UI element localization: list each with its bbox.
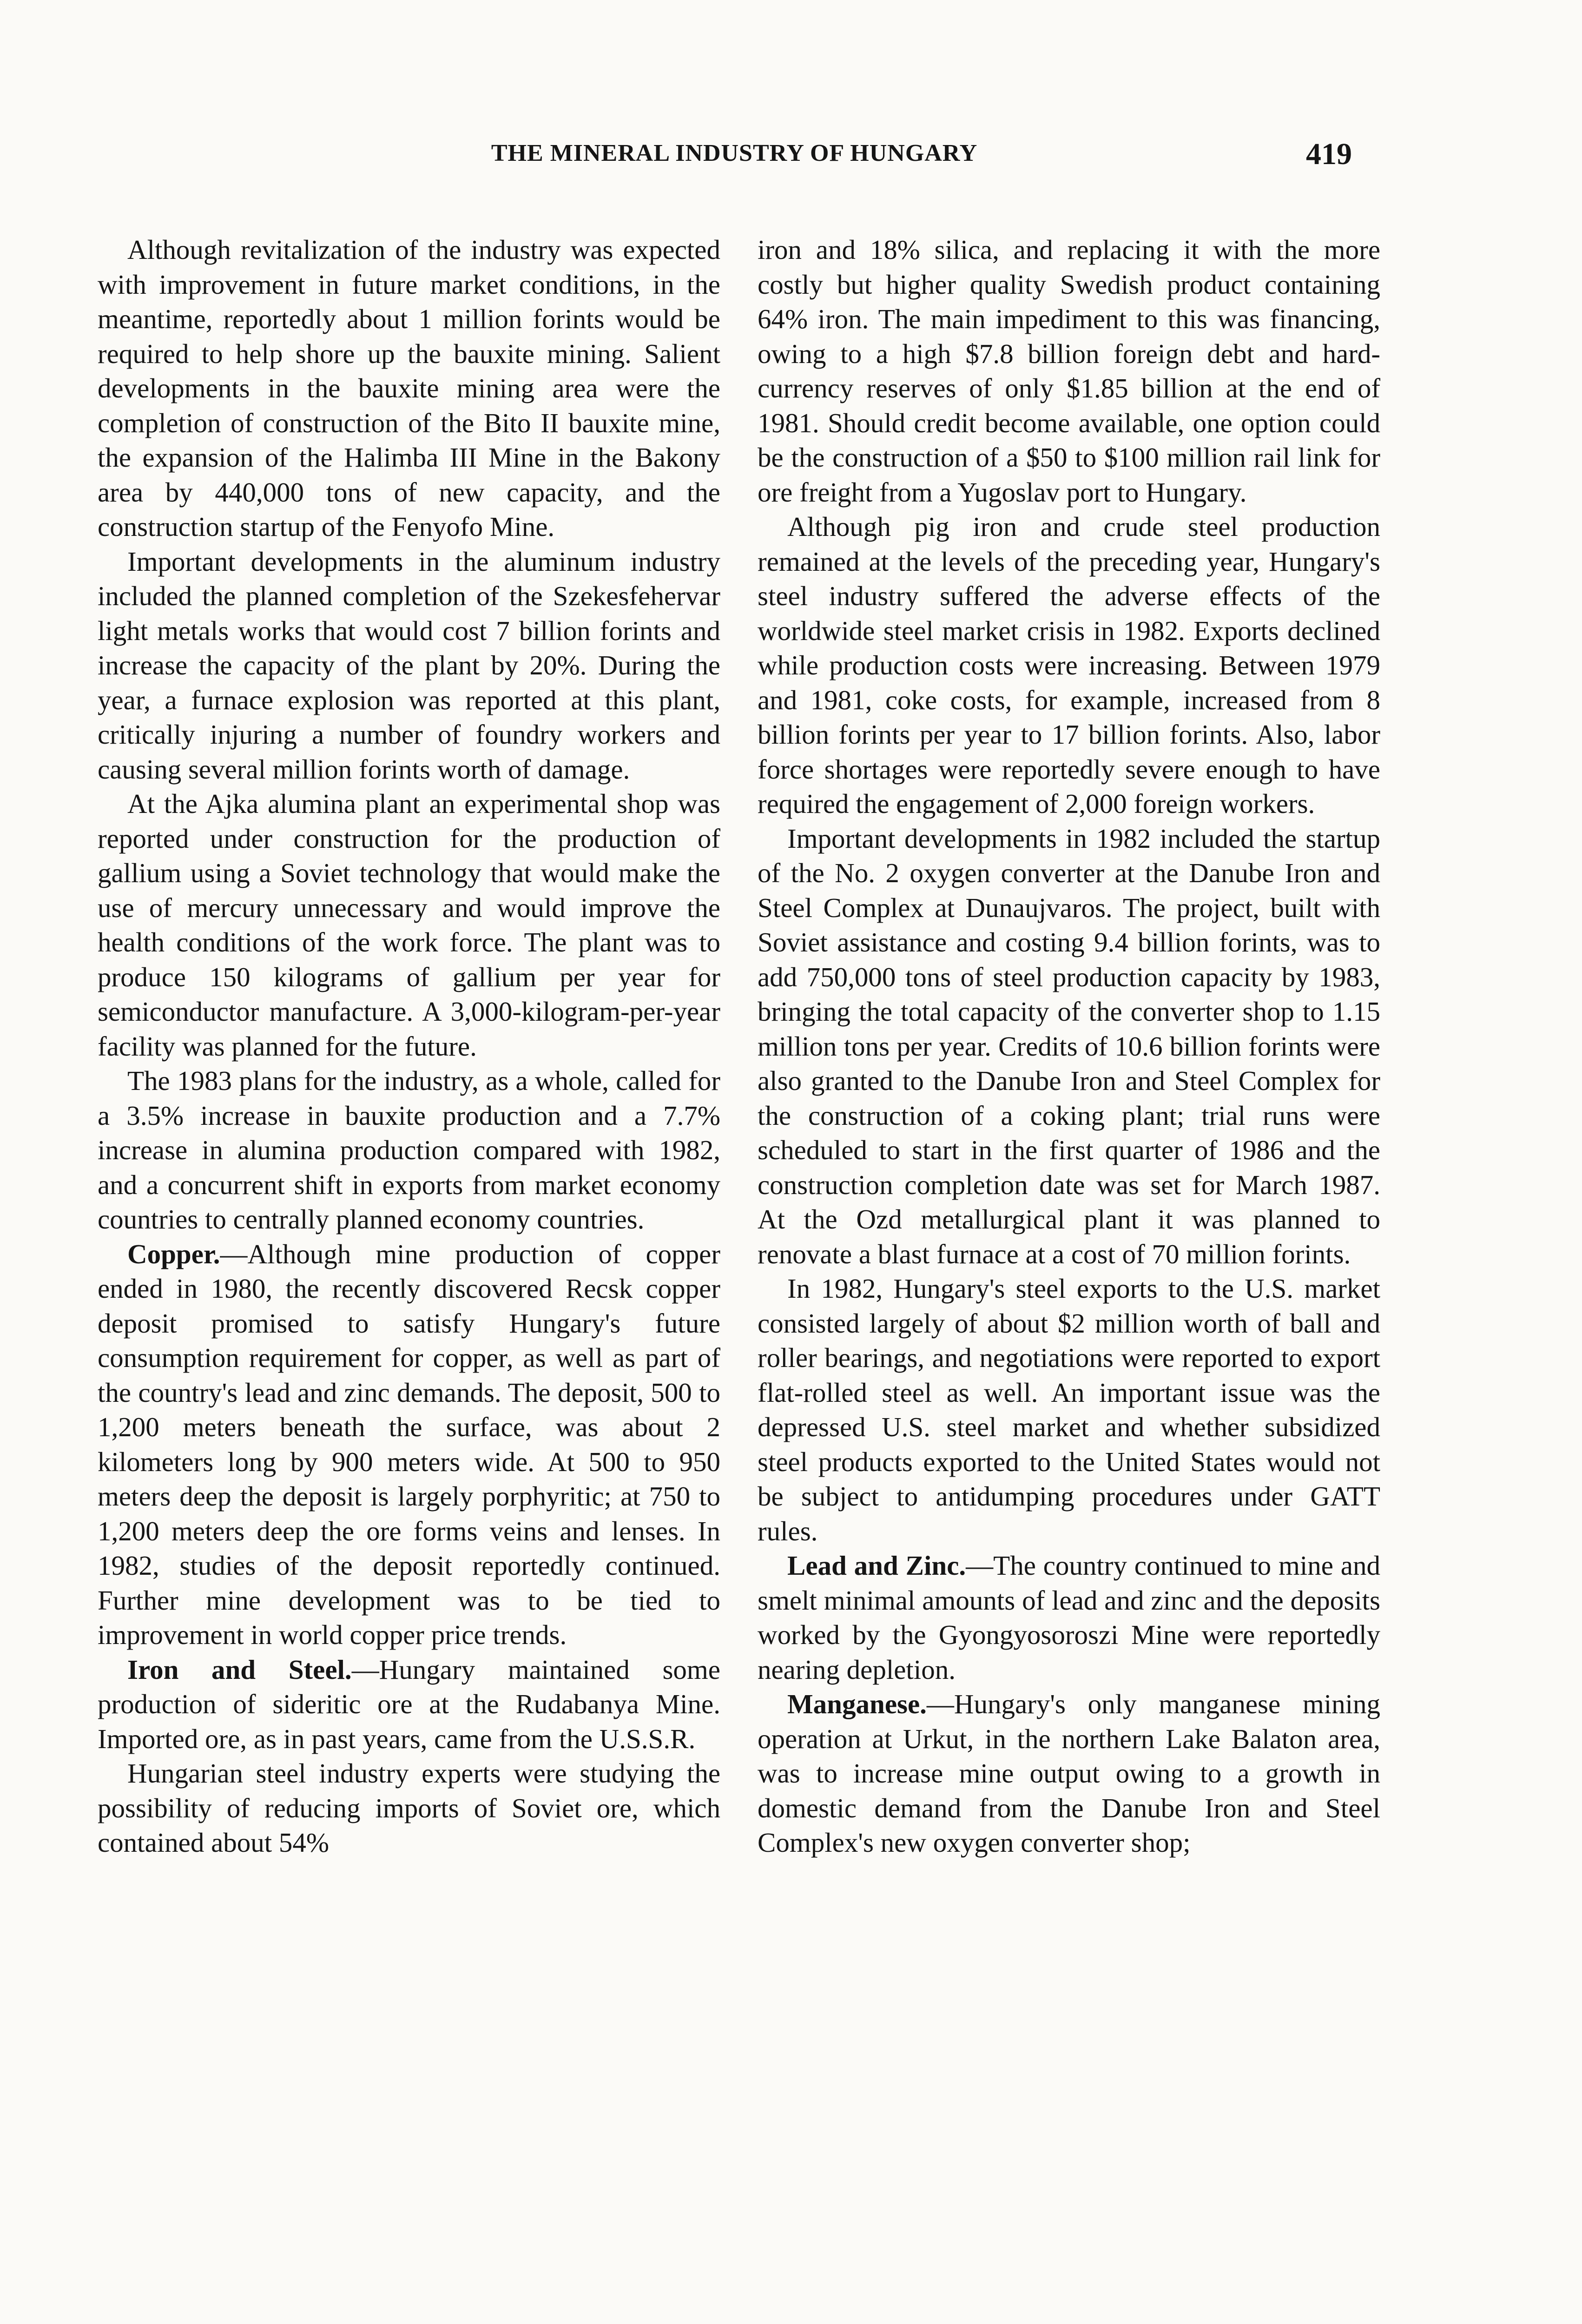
section-paragraph-lead-zinc [758,1548,1380,1687]
paragraph-text: —Although mine production of copper ended in 1980, the recently discovered Recsk copper deposit promised to satisfy Hungary's future consumption requirement for copper, as well as part of the country's lead and zinc demands. The deposit, 500 to 1,200 meters beneath the surface, was about 2 kilometers long by 900 meters wide. At 500 to 950 meters deep the deposit is largely porphyritic; at 750 to 1,200 meters deep the ore forms veins and lenses. In 1982, studies of the deposit reportedly continued. Further mine development was to be tied to improvement in world copper price trends. [98,1238,720,1650]
section-paragraph-iron-steel [98,1652,720,1756]
right-column [758,232,1380,2305]
page-number: 419 [1306,137,1352,171]
paragraph-continued: iron and 18% silica, and replacing it with the more costly but higher quality Swedish product containing 64% iron. The main impediment to this was financing, owing to a high $7.8 billion foreign debt and hard-currency reserves of only $1.85 billion at the end of 1981. Should credit become available, one option could be the construction of a $50 to $100 million rail link for ore freight from a Yugoslav port to Hungary. [758,234,1380,508]
paragraph: At the Ajka alumina plant an experimental shop was reported under construction for the production of gallium using a Soviet technology that would make the use of mercury unnecessary and would improve the health conditions of the work force. The plant was to produce 150 kilograms of gallium per year for semiconductor manufacture. A 3,000-kilogram-per-year facility was planned for the future. [98,788,720,1062]
paragraph: Important developments in 1982 included the startup of the No. 2 oxygen converter at the Danube Iron and Steel Complex at Dunaujvaros. The project, built with Soviet assistance and costing 9.4 billion forints, was to add 750,000 tons of steel production capacity by 1983, bringing the total capacity of the converter shop to 1.15 million tons per year. Credits of 10.6 billion forints were also granted to the Danube Iron and Steel Complex for the construction of a coking plant; trial runs were scheduled to start in the first quarter of 1986 and the construction completion date was set for March 1987. At the Ozd metallurgical plant it was planned to renovate a blast furnace at a cost of 70 million forints. [758,823,1380,1269]
section-heading-iron-steel: Iron and Steel. [127,1654,352,1685]
paragraph-text: —The country continued to mine and smelt minimal amounts of lead and zinc and the deposits worked by the Gyongyosoroszi Mine were reportedly nearing depletion. [758,1550,1380,1685]
paragraph: Hungarian steel industry experts were studying the possibility of reducing imports of Soviet ore, which contained about 54% [98,1758,720,1858]
paragraph: Although revitalization of the industry was expected with improvement in future market conditions, in the meantime, reportedly about 1 million forints would be required to help shore up the bauxite mining. Salient developments in the bauxite mining area were the completion of construction of the Bito II bauxite mine, the expansion of the Halimba III Mine in the Bakony area by 440,000 tons of new capacity, and the construction startup of the Fenyofo Mine. [98,234,720,542]
section-heading-lead-zinc: Lead and Zinc. [787,1550,966,1581]
paragraph: Important developments in the aluminum industry included the planned completion of the Szekesfehervar light metals works that would cost 7 billion forints and increase the capacity of the plant by 20%. During the year, a furnace explosion was reported at this plant, critically injuring a number of foundry workers and causing several million forints worth of damage. [98,546,720,785]
section-paragraph-copper [98,1237,720,1652]
paragraph-text: —Hungary's only manganese mining operation at Urkut, in the northern Lake Balaton area, was to increase mine output owing to a growth in domestic demand from the Danube Iron and Steel Complex's new oxygen converter shop; [758,1689,1380,1858]
paragraph: In 1982, Hungary's steel exports to the U.S. market consisted largely of about $2 million worth of ball and roller bearings, and negotiations were reported to export flat-rolled steel as well. An important issue was the depressed U.S. steel market and whether subsidized steel products exported to the United States would not be subject to antidumping procedures under GATT rules. [758,1273,1380,1546]
running-head: THE MINERAL INDUSTRY OF HUNGARY [491,140,978,166]
section-heading-manganese: Manganese. [787,1689,927,1719]
paragraph-text: —Hungary maintained some production of sideritic ore at the Rudabanya Mine. Imported ore, as in past years, came from the U.S.S.R. [98,1654,720,1754]
paragraph: The 1983 plans for the industry, as a whole, called for a 3.5% increase in bauxite production and a 7.7% increase in alumina production compared with 1982, and a concurrent shift in exports from market economy countries to centrally planned economy countries. [98,1065,720,1235]
section-heading-copper: Copper. [127,1238,220,1269]
left-column [98,232,720,2305]
paragraph: Although pig iron and crude steel production remained at the levels of the preceding year, Hungary's steel industry suffered the adverse effects of the worldwide steel market crisis in 1982. Exports declined while production costs were increasing. Between 1979 and 1981, coke costs, for example, increased from 8 billion forints per year to 17 billion forints. Also, labor force shortages were reportedly severe enough to have required the engagement of 2,000 foreign workers. [758,511,1380,819]
section-paragraph-manganese [758,1687,1380,1860]
